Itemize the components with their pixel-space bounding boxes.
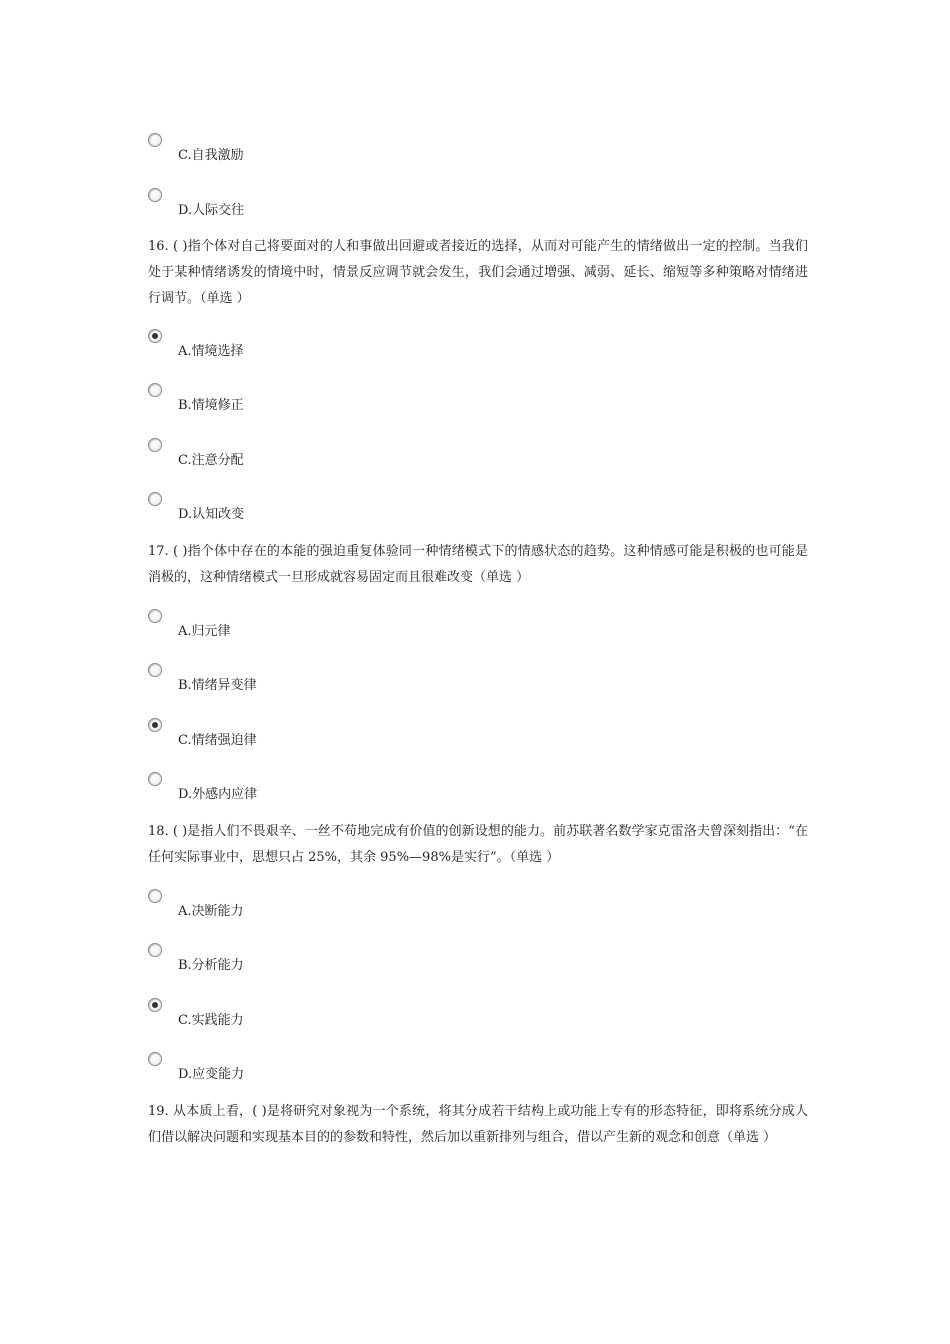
option-q16-c[interactable] [148,438,788,478]
option-label: D.人际交往 [178,203,245,218]
radio-dot-icon [152,722,158,728]
radio-icon[interactable] [148,133,162,147]
question-18-text: 18. ( )是指人们不畏艰辛、一丝不苟地完成有价值的创新设想的能力。前苏联著名数学家克雷洛夫曾深刻指出：“在任何实际事业中，思想只占 25%，其余 95%—98%是实行”。（单选 ） [148,824,808,865]
question-17-text: 17. ( )指个体中存在的本能的强迫重复体验同一种情绪模式下的情感状态的趋势。这种情感可能是积极的也可能是消极的，这种情绪模式一旦形成就容易固定而且很难改变（单选 ） [148,544,808,585]
option-q16-a[interactable] [148,329,788,369]
option-label: C.注意分配 [178,453,244,468]
radio-icon[interactable] [148,1052,162,1066]
radio-icon[interactable] [148,889,162,903]
option-label: D.认知改变 [178,507,245,522]
option-label: B.情绪异变律 [178,678,257,693]
option-label: A.归元律 [178,624,231,639]
radio-icon[interactable] [148,772,162,786]
option-q17-c[interactable] [148,718,788,758]
radio-icon[interactable] [148,329,162,343]
radio-dot-icon [152,333,158,339]
option-label: B.情境修正 [178,398,244,413]
option-q17-a[interactable] [148,609,788,649]
option-label: C.自我激励 [178,148,244,163]
radio-icon[interactable] [148,943,162,957]
radio-icon[interactable] [148,383,162,397]
radio-icon[interactable] [148,438,162,452]
option-label: A.情境选择 [178,344,244,359]
radio-icon[interactable] [148,188,162,202]
option-q18-c[interactable] [148,998,788,1038]
radio-icon[interactable] [148,998,162,1012]
radio-icon[interactable] [148,492,162,506]
option-q18-b[interactable] [148,943,788,983]
option-q16-d[interactable] [148,492,788,532]
radio-dot-icon [152,1002,158,1008]
option-q15-d[interactable] [148,188,788,228]
option-label: D.应变能力 [178,1067,245,1082]
option-q18-a[interactable] [148,889,788,929]
option-q16-b[interactable] [148,383,788,423]
radio-icon[interactable] [148,609,162,623]
question-16-text: 16. ( )指个体对自己将要面对的人和事做出回避或者接近的选择，从而对可能产生的情绪做出一定的控制。当我们处于某种情绪诱发的情境中时，情景反应调节就会发生，我们会通过增强、减弱、延长、缩短等多种策略对情绪进行调节。（单选 ） [148,239,808,306]
option-label: D.外感内应律 [178,787,258,802]
option-label: B.分析能力 [178,958,244,973]
option-q17-b[interactable] [148,663,788,703]
option-label: C.实践能力 [178,1013,244,1028]
option-q17-d[interactable] [148,772,788,812]
question-19-text: 19. 从本质上看，( )是将研究对象视为一个系统，将其分成若干结构上或功能上专有的形态特征，即将系统分成人们借以解决问题和实现基本目的的参数和特性，然后加以重新排列与组合，借以产生新的观念和创意（单选 ） [148,1104,808,1145]
option-q18-d[interactable] [148,1052,788,1092]
radio-icon[interactable] [148,718,162,732]
option-label: C.情绪强迫律 [178,733,257,748]
option-q15-c[interactable] [148,133,788,173]
option-label: A.决断能力 [178,904,244,919]
radio-icon[interactable] [148,663,162,677]
